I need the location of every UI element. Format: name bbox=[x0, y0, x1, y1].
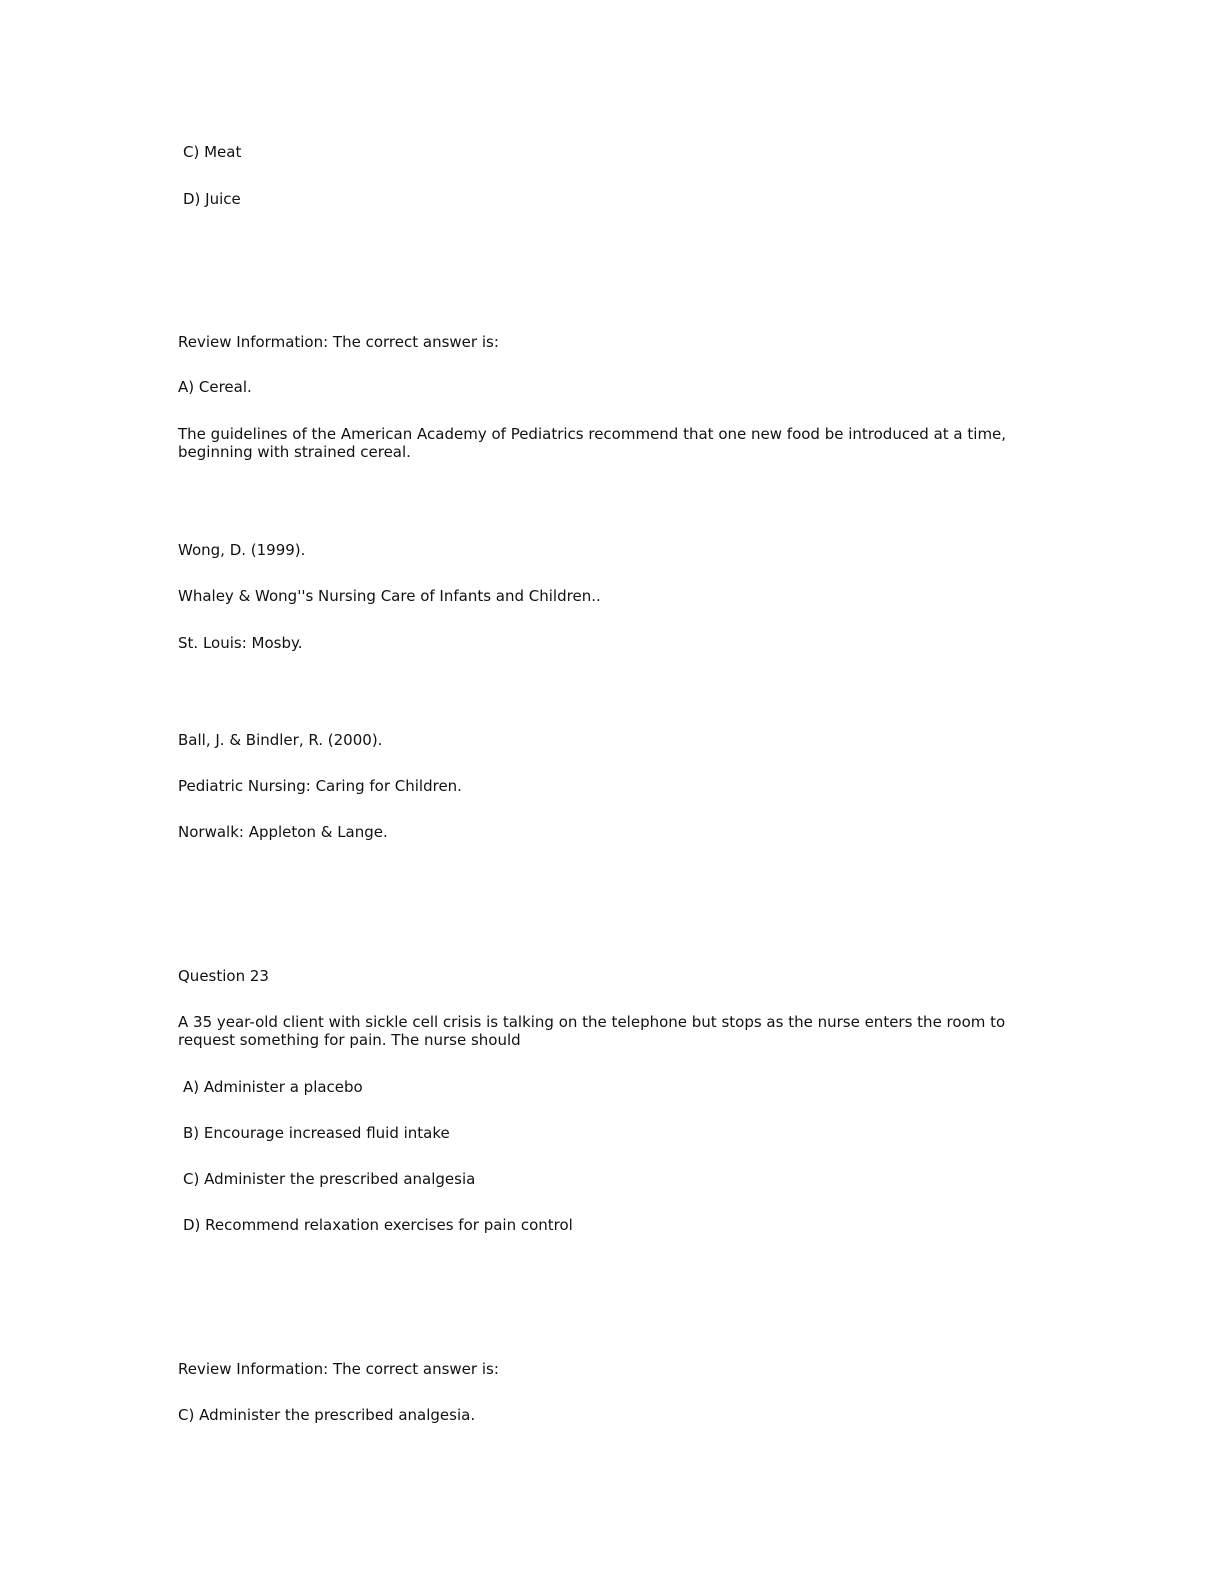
answer-explanation: The guidelines of the American Academy of Pediatrics recommend that one new food be introduced at a time, beginning with strained cereal. bbox=[178, 425, 1007, 461]
reference-publisher: St. Louis: Mosby. bbox=[178, 634, 303, 652]
correct-answer: A) Cereal. bbox=[178, 378, 252, 396]
review-information-heading: Review Information: The correct answer is: bbox=[178, 1360, 499, 1378]
question-heading: Question 23 bbox=[178, 967, 269, 985]
reference-title: Whaley & Wong''s Nursing Care of Infants and Children.. bbox=[178, 587, 601, 605]
option-d: D) Recommend relaxation exercises for pain control bbox=[183, 1216, 573, 1234]
reference-author: Ball, J. & Bindler, R. (2000). bbox=[178, 731, 383, 749]
reference-author: Wong, D. (1999). bbox=[178, 541, 306, 559]
reference-title: Pediatric Nursing: Caring for Children. bbox=[178, 777, 462, 795]
option-c: C) Administer the prescribed analgesia bbox=[183, 1170, 476, 1188]
question-stem: A 35 year-old client with sickle cell crisis is talking on the telephone but stops as the nurse enters the room to request something for pain. The nurse should bbox=[178, 1013, 1006, 1049]
option-c: C) Meat bbox=[183, 143, 242, 161]
option-d: D) Juice bbox=[183, 190, 241, 208]
reference-publisher: Norwalk: Appleton & Lange. bbox=[178, 823, 388, 841]
review-information-heading: Review Information: The correct answer is: bbox=[178, 333, 499, 351]
option-b: B) Encourage increased fluid intake bbox=[183, 1124, 450, 1142]
option-a: A) Administer a placebo bbox=[183, 1078, 363, 1096]
correct-answer: C) Administer the prescribed analgesia. bbox=[178, 1406, 476, 1424]
